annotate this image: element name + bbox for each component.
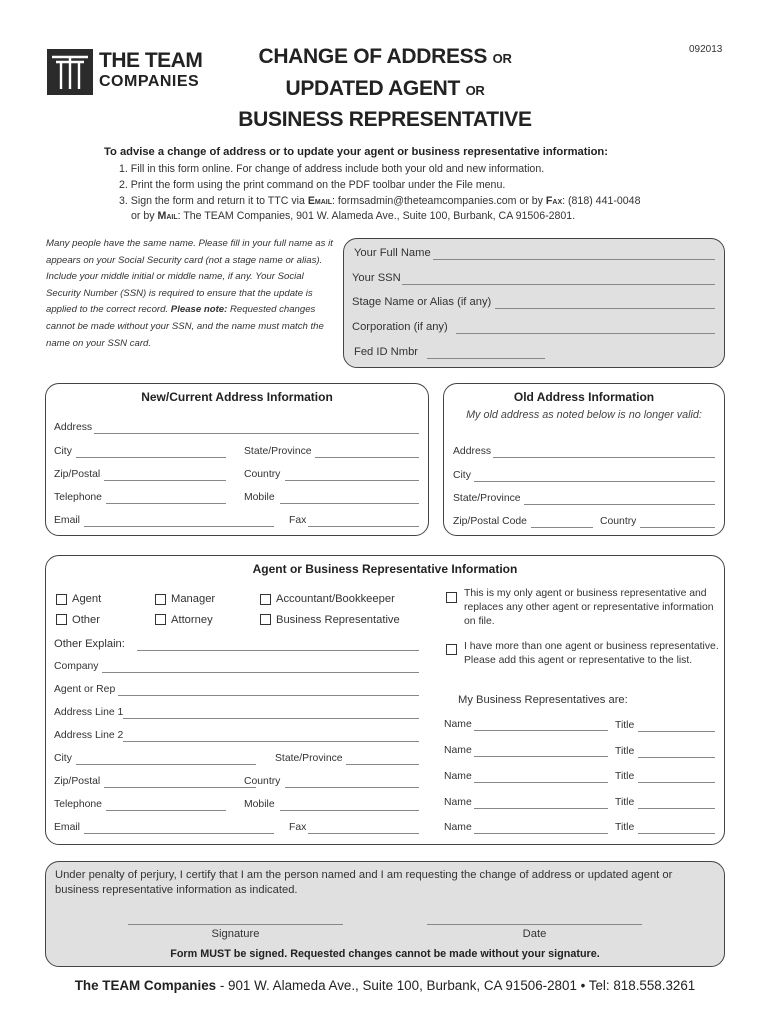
instruction-step-3-mail: or by Mail: The TEAM Companies, 901 W. Alameda Ave., Suite 100, Burbank, CA 91506-2801. [131, 210, 576, 222]
page-title-line1: CHANGE OF ADDRESS OR [258, 45, 512, 68]
full-name-field[interactable] [433, 259, 715, 260]
new-country-label: Country [244, 469, 281, 480]
agent-checkbox-label: Agent [72, 593, 102, 605]
signature-field[interactable] [128, 924, 343, 925]
address-line2-label: Address Line 2 [54, 730, 124, 741]
agent-or-rep-field[interactable] [118, 695, 419, 696]
new-zip-label: Zip/Postal [54, 469, 101, 480]
instruction-step-3: 3. Sign the form and return it to TTC via Email: formsadmin@theteamcompanies.com or by Fax: (818) 441-0048 [119, 195, 641, 207]
rep-title-field[interactable] [638, 757, 715, 758]
agent-country-label: Country [244, 776, 281, 787]
agent-fax-field[interactable] [308, 833, 419, 834]
new-telephone-label: Telephone [54, 492, 102, 503]
new-address-box [45, 383, 429, 536]
new-country-field[interactable] [285, 480, 419, 481]
old-address-label: Address [453, 446, 492, 457]
old-address-subtitle: My old address as noted below is no longer valid: [466, 409, 702, 421]
my-reps-heading: My Business Representatives are: [458, 694, 628, 706]
agent-fax-label: Fax [289, 822, 307, 833]
full-name-label: Your Full Name [354, 247, 431, 259]
agent-city-field[interactable] [76, 764, 256, 765]
new-mobile-field[interactable] [280, 503, 419, 504]
page-title-line2: UPDATED AGENT OR [285, 77, 485, 100]
stage-name-field[interactable] [495, 308, 715, 309]
new-fax-field[interactable] [308, 526, 419, 527]
agent-section-title: Agent or Business Representative Information [252, 562, 518, 576]
address-line2-field[interactable] [123, 741, 419, 742]
only-rep-checkbox[interactable] [446, 592, 457, 603]
footer-address: The TEAM Companies - 901 W. Alameda Ave., Suite 100, Burbank, CA 91506-2801 • Tel: 818.558.3261 [74, 978, 696, 993]
other-explain-field[interactable] [137, 650, 419, 651]
page-title-line3: BUSINESS REPRESENTATIVE [238, 108, 532, 131]
agent-state-label: State/Province [275, 753, 343, 764]
new-zip-field[interactable] [104, 480, 226, 481]
other-checkbox-label: Other [72, 614, 100, 626]
new-fax-label: Fax [289, 515, 307, 526]
rep-name-field[interactable] [474, 756, 608, 757]
agent-mobile-label: Mobile [244, 799, 275, 810]
agent-zip-label: Zip/Postal [54, 776, 101, 787]
only-rep-text-1: This is my only agent or business representative and [464, 588, 707, 599]
must-sign-notice: Form MUST be signed. Requested changes cannot be made without your signature. [170, 948, 600, 960]
accountant-checkbox-label: Accountant/Bookkeeper [276, 593, 395, 605]
old-city-label: City [453, 470, 471, 481]
date-label: Date [522, 928, 547, 940]
agent-state-field[interactable] [346, 764, 419, 765]
company-label: Company [54, 661, 99, 672]
more-rep-text-2: Please add this agent or representative to the list. [464, 655, 693, 666]
old-address-title: Old Address Information [513, 390, 655, 404]
address-line1-field[interactable] [123, 718, 419, 719]
date-field[interactable] [427, 924, 642, 925]
new-email-label: Email [54, 515, 80, 526]
ttc-logo-icon [47, 49, 93, 95]
old-zip-field[interactable] [531, 527, 593, 528]
new-mobile-label: Mobile [244, 492, 275, 503]
business-rep-checkbox[interactable] [260, 614, 271, 625]
old-address-field[interactable] [493, 457, 715, 458]
rep-name-label: Name [444, 771, 472, 782]
signature-label: Signature [211, 928, 260, 940]
agent-telephone-label: Telephone [54, 799, 102, 810]
agent-email-label: Email [54, 822, 80, 833]
logo-text-line1: THE TEAM [99, 49, 203, 72]
attorney-checkbox[interactable] [155, 614, 166, 625]
corporation-label: Corporation (if any) [352, 321, 448, 333]
more-rep-checkbox[interactable] [446, 644, 457, 655]
rep-name-field[interactable] [474, 782, 608, 783]
rep-name-field[interactable] [474, 833, 608, 834]
new-address-label: Address [54, 422, 93, 433]
attorney-checkbox-label: Attorney [171, 614, 213, 626]
agent-email-field[interactable] [84, 833, 274, 834]
other-explain-label: Other Explain: [54, 638, 125, 650]
business-rep-checkbox-label: Business Representative [276, 614, 400, 626]
rep-title-label: Title [615, 822, 635, 833]
rep-title-label: Title [615, 746, 635, 757]
form-number: 092013 [689, 44, 723, 55]
name-ssn-note: Many people have the same name. Please fill in your full name as it appears on your Social Security card (not a stage name or alias). Include your middle initial or middle name, if any. Your Social Security Number (SSN) is required to ensure that the update is applied to the correct record. Please note: Requested changes cannot be made without your SSN, and the name must match the name on your SSN card. [46, 238, 333, 349]
manager-checkbox-label: Manager [171, 593, 216, 605]
rep-title-field[interactable] [638, 808, 715, 809]
new-telephone-field[interactable] [106, 503, 226, 504]
rep-title-label: Title [615, 797, 635, 808]
certification-text-2: business representative information as indicated. [55, 884, 298, 896]
new-city-field[interactable] [76, 457, 226, 458]
rep-name-label: Name [444, 745, 472, 756]
stage-name-label: Stage Name or Alias (if any) [352, 296, 492, 308]
rep-title-label: Title [615, 771, 635, 782]
instruction-step-2: 2. Print the form using the print command on the PDF toolbar under the File menu. [119, 179, 506, 191]
other-checkbox[interactable] [56, 614, 67, 625]
new-email-field[interactable] [84, 526, 274, 527]
old-zip-label: Zip/Postal Code [453, 516, 527, 527]
rep-title-field[interactable] [638, 782, 715, 783]
only-rep-text-2: replaces any other agent or representative information [464, 602, 714, 613]
rep-name-label: Name [444, 719, 472, 730]
instruction-step-1: 1. Fill in this form online. For change of address include both your old and new information. [119, 163, 545, 175]
ssn-field[interactable] [402, 284, 715, 285]
rep-title-field[interactable] [638, 731, 715, 732]
corporation-field[interactable] [456, 333, 715, 334]
agent-checkbox[interactable] [56, 594, 67, 605]
old-city-field[interactable] [474, 481, 715, 482]
agent-or-rep-label: Agent or Rep [54, 684, 116, 695]
address-line1-label: Address Line 1 [54, 707, 124, 718]
agent-mobile-field[interactable] [280, 810, 419, 811]
new-state-field[interactable] [315, 457, 419, 458]
agent-city-label: City [54, 753, 72, 764]
rep-name-label: Name [444, 822, 472, 833]
agent-telephone-field[interactable] [106, 810, 226, 811]
fed-id-label: Fed ID Nmbr [354, 346, 419, 358]
ssn-label: Your SSN [352, 272, 401, 284]
rep-name-field[interactable] [474, 730, 608, 731]
old-address-box [443, 383, 725, 536]
new-address-field[interactable] [94, 433, 419, 434]
new-state-label: State/Province [244, 446, 312, 457]
old-state-field[interactable] [524, 504, 715, 505]
instructions-heading: To advise a change of address or to update your agent or business representative information: [104, 146, 608, 158]
only-rep-text-3: on file. [464, 616, 495, 627]
accountant-checkbox[interactable] [260, 594, 271, 605]
new-address-title: New/Current Address Information [141, 390, 333, 404]
rep-name-field[interactable] [474, 808, 608, 809]
company-field[interactable] [102, 672, 419, 673]
new-city-label: City [54, 446, 72, 457]
agent-country-field[interactable] [285, 787, 419, 788]
old-state-label: State/Province [453, 493, 521, 504]
certification-text-1: Under penalty of perjury, I certify that I am the person named and I am requesting the change of address or updated agent or [55, 869, 673, 881]
manager-checkbox[interactable] [155, 594, 166, 605]
rep-name-label: Name [444, 797, 472, 808]
rep-title-label: Title [615, 720, 635, 731]
more-rep-text-1: I have more than one agent or business representative. [464, 641, 719, 652]
company-logo-mark [47, 49, 93, 95]
rep-title-field[interactable] [638, 833, 715, 834]
logo-text-line2: COMPANIES [99, 73, 200, 90]
old-country-field[interactable] [640, 527, 715, 528]
old-country-label: Country [600, 516, 637, 527]
agent-zip-field[interactable] [104, 787, 256, 788]
fed-id-field[interactable] [427, 358, 545, 359]
